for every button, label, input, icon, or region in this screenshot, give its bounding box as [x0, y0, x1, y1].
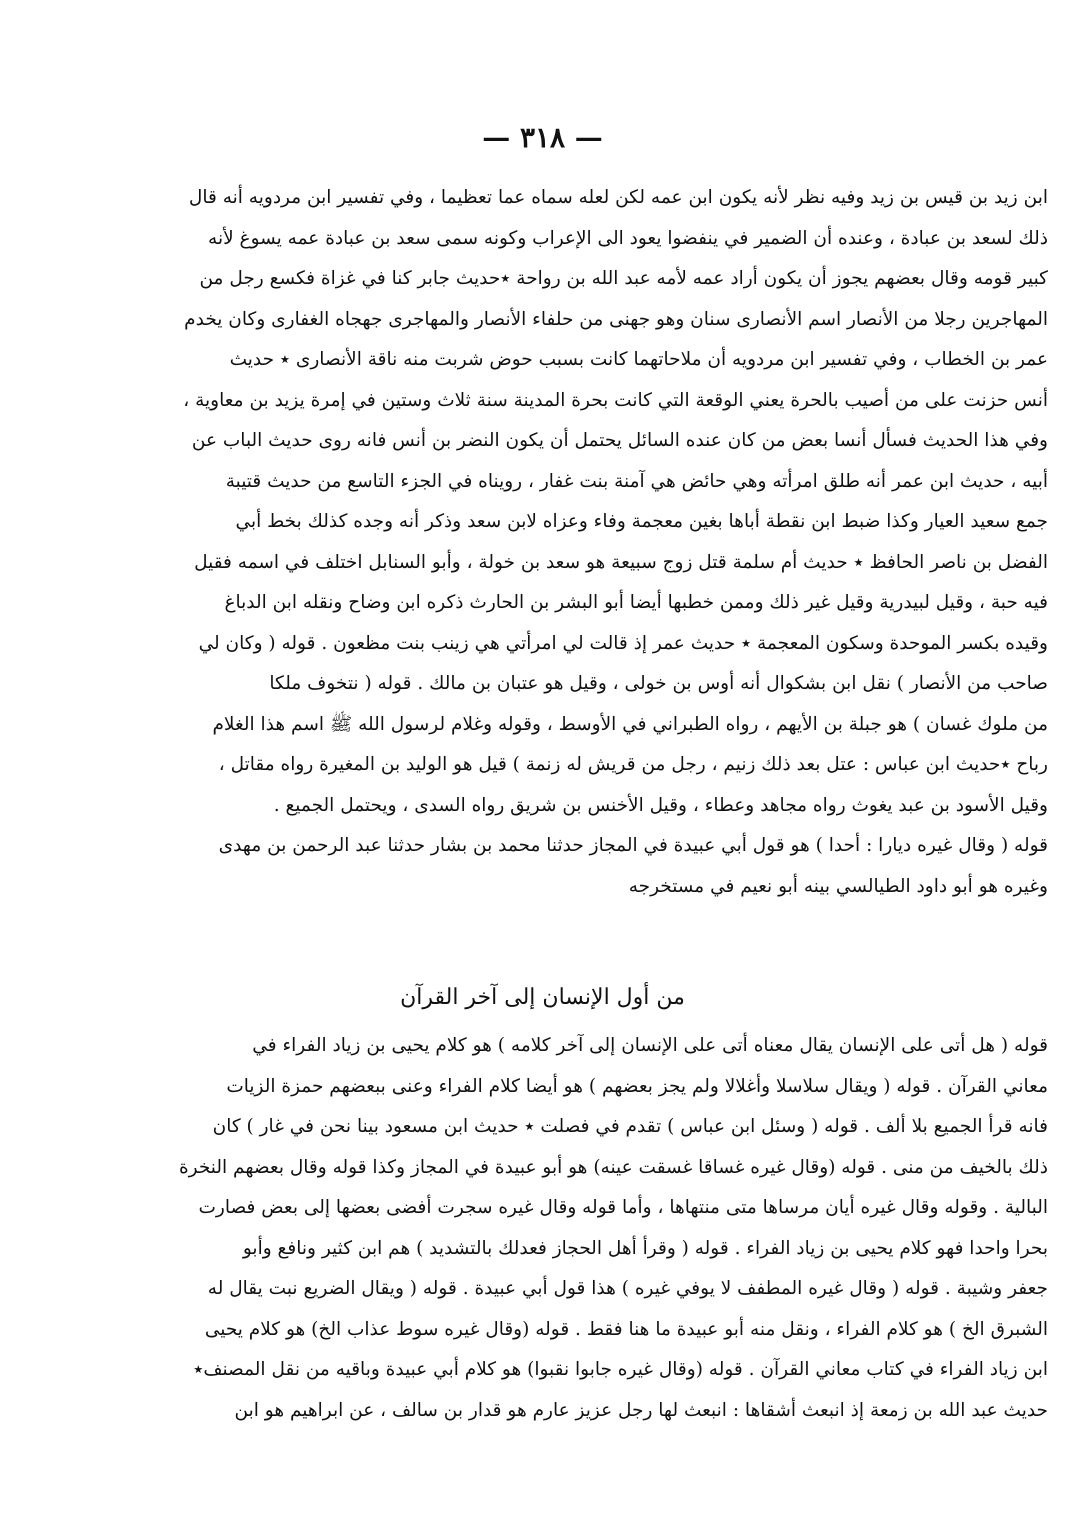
- text-line: أنس حزنت على من أصيب بالحرة يعني الوقعة التي كانت بحرة المدينة سنة ثلاث وستين في إمرة يزيد بن معاوية ،: [183, 389, 1048, 411]
- text-line: الفضل بن ناصر الحافظ ٭ حديث أم سلمة قتل زوج سبيعة هو سعد بن خولة ، وأبو السنابل اختلف في اسمه فقيل: [194, 551, 1048, 573]
- paragraph-2: [40, 1026, 1048, 1431]
- text-line: البالية . وقوله وقال غيره أيان مرساها متى منتهاها ، وأما قوله وقال غيره سجرت أفضى بعضها إلى بعض فصارت: [198, 1197, 1048, 1218]
- text-line: ابن زيد بن قيس بن زيد وفيه نظر لأنه يكون ابن عمه لكن لعله سماه عما تعظيما ، وفي تفسير ابن مردويه أنه قال: [188, 187, 1048, 208]
- text-line: فانه قرأ الجميع بلا ألف . قوله ( وسئل ابن عباس ) تقدم في فصلت ٭ حديث ابن مسعود بينا نحن في غار ) كان: [212, 1116, 1048, 1137]
- text-line: عمر بن الخطاب ، وفي تفسير ابن مردويه أن ملاحاتهما كانت بسبب حوض شربت منه ناقة الأنصارى ٭ حديث: [229, 349, 1048, 370]
- text-line: جمع سعيد العيار وكذا ضبط ابن نقطة أباها بغين معجمة وفاء وعزاه لابن سعد وذكر أنه وجده كذلك بخط أبي: [235, 511, 1048, 532]
- paragraph-1: [40, 178, 1048, 907]
- text-line: حديث عبد الله بن زمعة إذ انبعث أشقاها : انبعث لها رجل عزيز عارم هو قدار بن سالف ، عن ابراهيم هو ابن: [234, 1399, 1048, 1421]
- page-number: — ٣١٨ —: [482, 121, 603, 154]
- text-line: جعفر وشيبة . قوله ( وقال غيره المطفف لا يوفي غيره ) هذا قول أبي عبيدة . قوله ( ويقال الضريع نبت يقال له: [207, 1278, 1048, 1299]
- text-line: قوله ( وقال غيره ديارا : أحدا ) هو قول أبي عبيدة في المجاز حدثنا محمد بن بشار حدثنا عبد الرحمن بن مهدى: [218, 835, 1048, 856]
- text-line: وغيره هو أبو داود الطيالسي بينه أبو نعيم في مستخرجه: [628, 875, 1048, 897]
- text-line: فيه حبة ، وقيل لبيدرية وقيل غير ذلك وممن خطبها أيضا أبو البشر بن الحارث ذكره ابن وضاح ونقله ابن الدباغ: [224, 592, 1048, 613]
- text-line: وقيل الأسود بن عبد يغوث رواه مجاهد وعطاء ، وقيل الأخنس بن شريق رواه السدى ، ويحتمل الجميع .: [273, 794, 1048, 816]
- text-line: بحرا واحدا فهو كلام يحيى بن زياد الفراء . قوله ( وقرأ أهل الحجاز فعدلك بالتشديد ) هم ابن كثير ونافع وأبو: [242, 1237, 1048, 1259]
- text-line: ذلك بالخيف من منى . قوله (وقال غيره غساقا غسقت عينه) هو أبو عبيدة في المجاز وكذا قوله وقال بعضهم النخرة: [178, 1156, 1048, 1178]
- text-line: ابن زياد الفراء في كتاب معاني القرآن . قوله (وقال غيره جابوا نقبوا) هو كلام أبي عبيدة وباقيه من نقل المصنف٭: [193, 1359, 1048, 1380]
- text-line: رباح ٭حديث ابن عباس : عتل بعد ذلك زنيم ، رجل من قريش له زنمة ) قيل هو الوليد بن المغيرة رواه مقاتل ،: [218, 754, 1048, 775]
- text-line: قوله ( هل أتى على الإنسان يقال معناه أتى على الإنسان إلى آخر كلامه ) هو كلام يحيى بن زياد الفراء في: [252, 1035, 1048, 1056]
- text-line: وفي هذا الحديث فسأل أنسا بعض من كان عنده السائل يحتمل أن يكون النضر بن أنس فانه روى حديث الباب عن: [191, 430, 1048, 451]
- text-line: وقيده بكسر الموحدة وسكون المعجمة ٭ حديث عمر إذ قالت لي امرأتي هي زينب بنت مظعون . قوله ( وكان لي: [198, 632, 1048, 654]
- text-line: كبير قومه وقال بعضهم يجوز أن يكون أراد عمه لأمه عبد الله بن رواحة ٭حديث جابر كنا في غزاة فكسع رجل من: [199, 268, 1048, 289]
- text-line: معاني القرآن . قوله ( ويقال سلاسلا وأغلالا ولم يجز بعضهم ) هو أيضا كلام الفراء وعنى ببعضهم حمزة الزيات: [226, 1075, 1048, 1097]
- section-heading: من أول الإنسان إلى آخر القرآن: [400, 985, 685, 1010]
- text-line: أبيه ، حديث ابن عمر أنه طلق امرأته وهي حائض هي آمنة بنت غفار ، رويناه في الجزء التاسع من حديث قتيبة: [225, 470, 1048, 492]
- text-line: صاحب من الأنصار ) نقل ابن بشكوال أنه أوس بن خولى ، وقيل هو عتبان بن مالك . قوله ( نتخوف ملكا: [269, 673, 1048, 694]
- text-line: من ملوك غسان ) هو جبلة بن الأيهم ، رواه الطبراني في الأوسط ، وقوله وغلام لرسول الله ﷺ اسم هذا الغلام: [212, 713, 1048, 735]
- text-line: ذلك لسعد بن عبادة ، وعنده أن الضمير في ينفضوا يعود الى الإعراب وكونه سمى سعد بن عبادة عمه يسوغ لأنه: [208, 227, 1048, 249]
- text-line: الشبرق الخ ) هو كلام الفراء ، ونقل منه أبو عبيدة ما هنا فقط . قوله (وقال غيره سوط عذاب الخ) هو كلام يحيى: [204, 1318, 1048, 1340]
- text-line: المهاجرين رجلا من الأنصار اسم الأنصارى سنان وهو جهنى من حلفاء الأنصار والمهاجرى جهجاه الغفارى وكان يخدم: [184, 308, 1048, 330]
